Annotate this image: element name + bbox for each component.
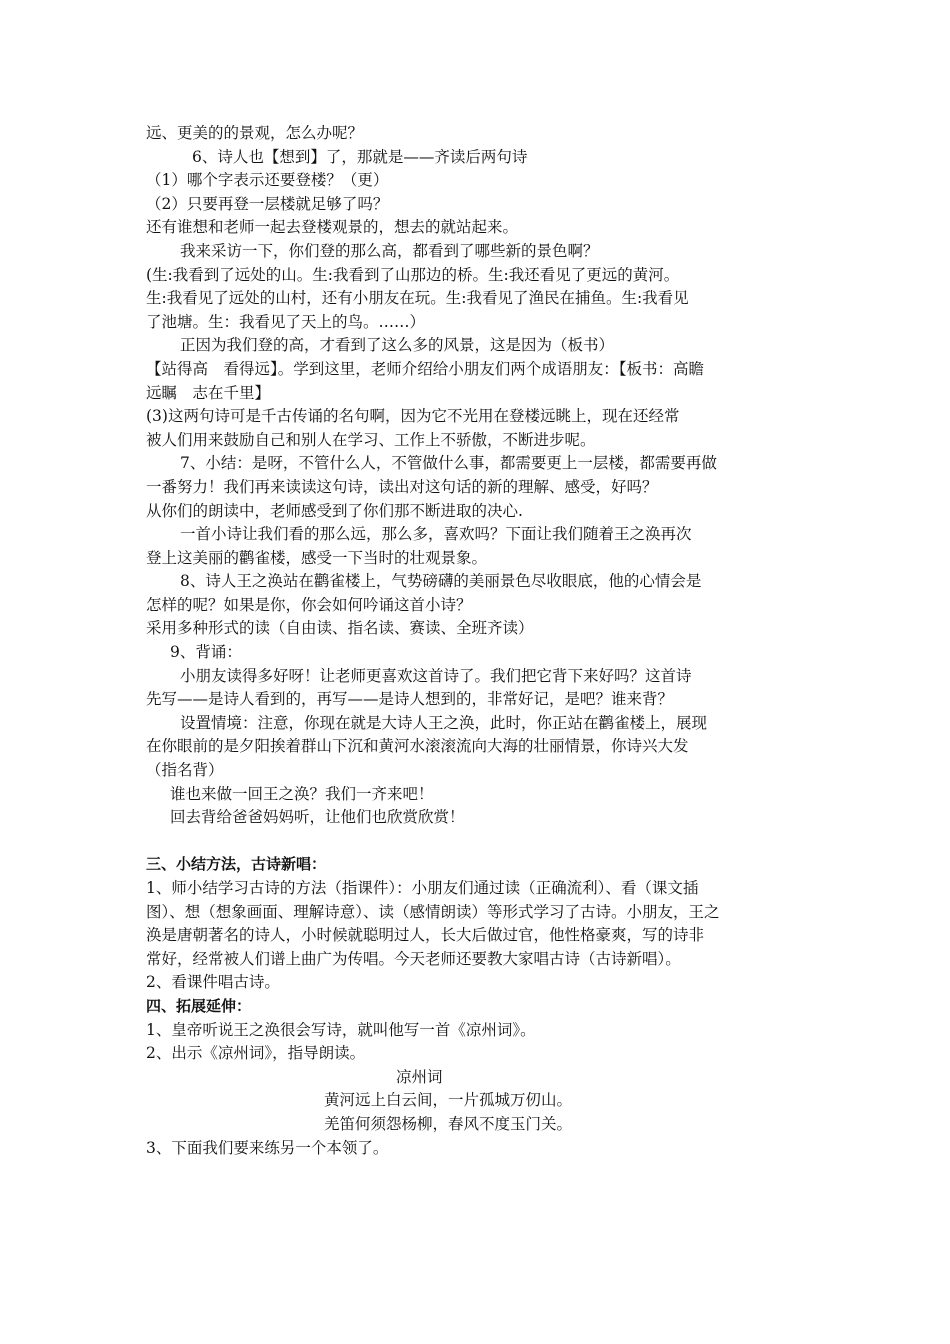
text-line: 设置情境：注意，你现在就是大诗人王之涣，此时，你正站在鹳雀楼上，展现	[180, 713, 708, 732]
text-line: （2）只要再登一层楼就足够了吗？	[146, 194, 389, 213]
text-line: 1、皇帝听说王之涣很会写诗，就叫他写一首《凉州词》。	[146, 1020, 536, 1039]
text-line: 从你们的朗读中，老师感受到了你们那不断进取的决心.	[146, 501, 523, 520]
text-line: 远瞩 志在千里】	[146, 383, 271, 402]
text-line: 6、诗人也【想到】了，那就是——齐读后两句诗	[192, 147, 528, 166]
text-line: 谁也来做一回王之涣？我们一齐来吧！	[170, 784, 434, 803]
text-line: 远、更美的的景观，怎么办呢？	[146, 124, 364, 142]
text-line: 2、看课件唱古诗。	[146, 973, 280, 992]
text-line: 生:我看见了远处的山村，还有小朋友在玩。生:我看见了渔民在捕鱼。生:我看见	[146, 289, 689, 308]
blank-line	[146, 830, 810, 854]
text-line: 【站得高 看得远】。学到这里，老师介绍给小朋友们两个成语朋友：【板书：高瞻	[146, 359, 705, 378]
text-line: 先写——是诗人看到的，再写——是诗人想到的，非常好记，是吧？谁来背？	[146, 690, 674, 709]
text-line: 一首小诗让我们看的那么远，那么多，喜欢吗？下面让我们随着王之涣再次	[180, 525, 692, 544]
text-line: 图）、想（想象画面、理解诗意）、读（感情朗读）等形式学习了古诗。小朋友，王之	[146, 902, 720, 921]
text-line: 9、背诵：	[170, 643, 242, 662]
text-line: 3、下面我们要来练另一个本领了。	[146, 1138, 389, 1157]
text-line: 常好，经常被人们谱上曲广为传唱。今天老师还要教大家唱古诗（古诗新唱）。	[146, 949, 681, 968]
text-line: 一番努力！我们再来读读这句诗，读出对这句话的新的理解、感受，好吗？	[146, 477, 658, 496]
text-line: 2、出示《凉州词》，指导朗读。	[146, 1044, 366, 1063]
text-line: 登上这美丽的鹳雀楼，感受一下当时的壮观景象。	[146, 548, 488, 567]
document-page	[146, 122, 810, 1160]
text-line: 了池塘。生：我看见了天上的鸟。……）	[146, 312, 426, 331]
text-line: （1）哪个字表示还要登楼？（更）	[146, 171, 389, 190]
poem-title: 凉州词	[396, 1067, 443, 1086]
section-heading: 四、拓展延伸：	[146, 996, 252, 1015]
text-line: 怎样的呢？如果是你，你会如何吟诵这首小诗？	[146, 595, 472, 614]
text-line: 8、诗人王之涣站在鹳雀楼上，气势磅礴的美丽景色尽收眼底，他的心情会是	[180, 572, 702, 591]
text-line: （指名背）	[146, 761, 224, 780]
text-line: 涣是唐朝著名的诗人，小时候就聪明过人，长大后做过官，他性格豪爽，写的诗非	[146, 926, 705, 945]
poem-line: 黄河远上白云间，一片孤城万仞山。	[324, 1091, 573, 1110]
text-line: 我来采访一下，你们登的那么高，都看到了哪些新的景色啊？	[180, 241, 599, 260]
text-line: 回去背给爸爸妈妈听，让他们也欣赏欣赏！	[170, 808, 465, 827]
text-line: 还有谁想和老师一起去登楼观景的，想去的就站起来。	[146, 218, 519, 237]
text-line: (生:我看到了远处的山。生:我看到了山那边的桥。生:我还看见了更远的黄河。	[146, 265, 680, 284]
poem-line: 羌笛何须怨杨柳，春风不度玉门关。	[324, 1114, 573, 1133]
text-line: 7、小结：是呀，不管什么人，不管做什么事，都需要更上一层楼，都需要再做	[180, 454, 717, 473]
text-line: 被人们用来鼓励自己和别人在学习、工作上不骄傲，不断进步呢。	[146, 430, 596, 449]
text-line: 采用多种形式的读（自由读、指名读、赛读、全班齐读）	[146, 619, 534, 638]
text-line: 小朋友读得多好呀！让老师更喜欢这首诗了。我们把它背下来好吗？这首诗	[180, 666, 692, 685]
section-heading: 三、小结方法，古诗新唱：	[146, 855, 327, 874]
text-line: 1、师小结学习古诗的方法（指课件）：小朋友们通过读（正确流利）、看（课文插	[146, 879, 699, 897]
text-line: 在你眼前的是夕阳挨着群山下沉和黄河水滚滚流向大海的壮丽情景，你诗兴大发	[146, 737, 689, 756]
text-line: (3)这两句诗可是千古传诵的名句啊，因为它不光用在登楼远眺上，现在还经常	[146, 407, 680, 426]
text-line: 正因为我们登的高，才看到了这么多的风景，这是因为（板书）	[180, 336, 615, 355]
